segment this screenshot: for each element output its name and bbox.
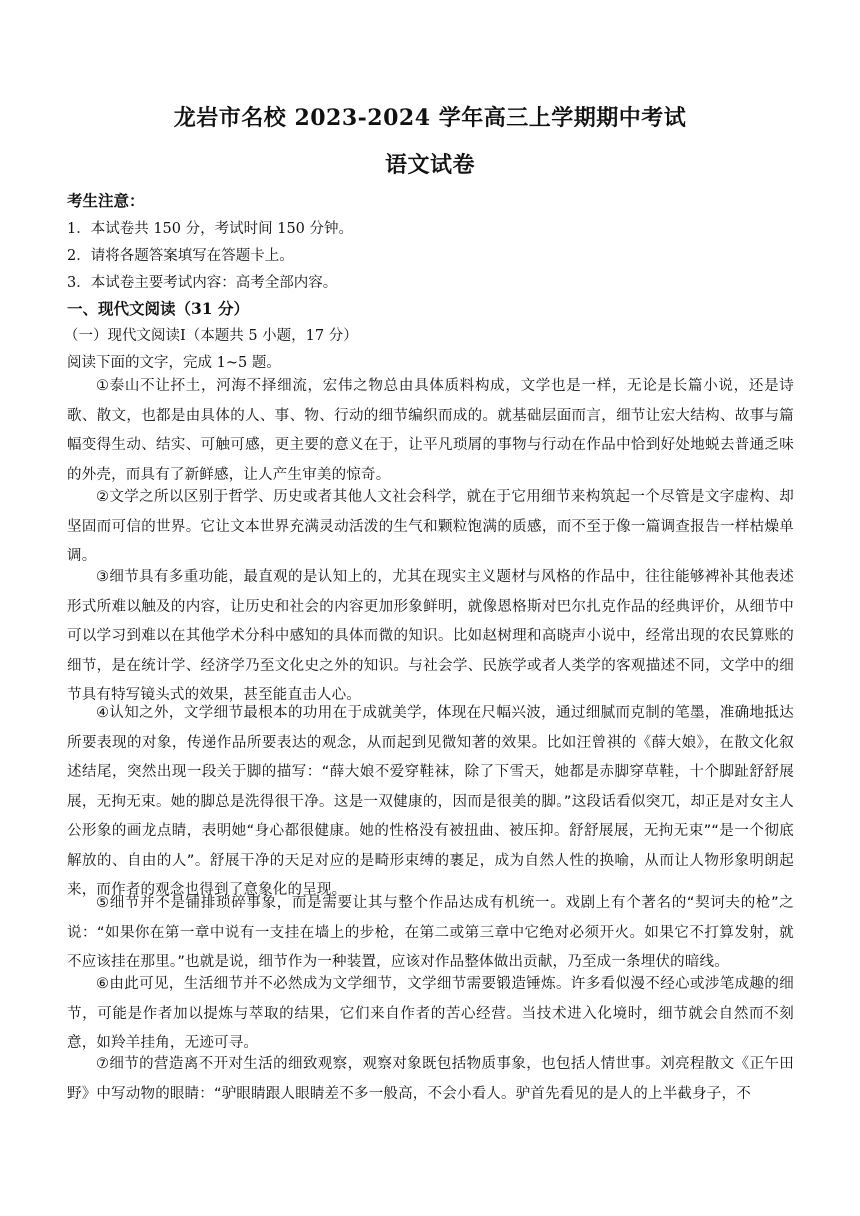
section-subheading: （一）现代文阅读Ⅰ（本题共 5 小题，17 分） (64, 328, 358, 344)
passage-paragraph-6: ⑥由此可见，生活细节并不必然成为文学细节，文学细节需要锻造锤炼。许多看似漫不经心或涉笔成趣的细节，可能是作者加以提炼与萃取的结果，它们来自作者的苦心经营。当技术进入化境时，细节就会自然而不刻意，如羚羊挂角，无迹可寻。 (67, 976, 794, 1051)
reading-instruction: 阅读下面的文字，完成 1~5 题。 (67, 355, 281, 371)
exam-subtitle: 语文试卷 (384, 152, 475, 178)
notice-item: 1．本试卷共 150 分，考试时间 150 分钟。 (67, 221, 354, 237)
passage-paragraph-5: ⑤细节并不是铺排琐碎事象，而是需要让其与整个作品达成有机统一。戏剧上有个著名的“契诃夫的枪”之说：“如果你在第一章中说有一支挂在墙上的步枪，在第二或第三章中它绝对必须开火。如果它不打算发射，就不应该挂在那里。”也就是说，细节作为一种装置，应该对作品整体做出贡献，乃至成一条埋伏的暗线。 (67, 895, 794, 970)
passage-paragraph-7: ⑦细节的营造离不开对生活的细致观察，观察对象既包括物质事象，也包括人情世事。刘亮程散文《正午田野》中写动物的眼睛：“驴眼睛跟人眼睛差不多一般高，不会小看人。驴首先看见的是人的上半截身子，不 (67, 1056, 794, 1102)
passage-paragraph-1: ①泰山不让抔土，河海不择细流，宏伟之物总由具体质料构成，文学也是一样，无论是长篇小说，还是诗歌、散文，也都是由具体的人、事、物、行动的细节编织而成的。就基础层面而言，细节让宏大结构、故事与篇幅变得生动、结实、可触可感，更主要的意义在于，让平凡琐屑的事物与行动在作品中恰到好处地蜕去普通乏味的外壳，而具有了新鲜感，让人产生审美的惊奇。 (67, 378, 794, 483)
passage-paragraph-3: ③细节具有多重功能，最直观的是认知上的，尤其在现实主义题材与风格的作品中，往往能够裨补其他表述形式所难以触及的内容，让历史和社会的内容更加形象鲜明，就像恩格斯对巴尔扎克作品的经典评价，从细节中可以学习到难以在其他学术分科中感知的具体而微的知识。比如赵树理和高晓声小说中，经常出现的农民算账的细节，是在统计学、经济学乃至文化史之外的知识。与社会学、民族学或者人类学的客观描述不同，文学中的细节具有特写镜头式的效果，甚至能直击人心。 (67, 569, 794, 703)
notice-heading: 考生注意： (67, 191, 145, 210)
exam-title: 龙岩市名校 2023-2024 学年高三上学期期中考试 (173, 105, 687, 131)
notice-item: 2．请将各题答案填写在答题卡上。 (67, 248, 294, 264)
notice-item: 3．本试卷主要考试内容：高考全部内容。 (67, 275, 338, 291)
passage-paragraph-4: ④认知之外，文学细节最根本的功用在于成就美学，体现在尺幅兴波，通过细腻而克制的笔墨，准确地抵达所要表现的对象，传递作品所要表达的观念，从而起到见微知著的效果。比如汪曾祺的《薛大娘》，在散文化叙述结尾，突然出现一段关于脚的描写：“薛大娘不爱穿鞋袜，除了下雪天，她都是赤脚穿草鞋，十个脚趾舒舒展展，无拘无束。她的脚总是洗得很干净。这是一双健康的，因而是很美的脚。”这段话看似突兀，却正是对女主人公形象的画龙点睛，表明她“身心都很健康。她的性格没有被扭曲、被压抑。舒舒展展，无拘无束”“是一个彻底解放的、自由的人”。舒展干净的天足对应的是畸形束缚的裹足，成为自然人性的换喻，从而让人物形象明朗起来，而作者的观念也得到了意象化的呈现。 (67, 705, 794, 898)
section-heading: 一、现代文阅读（31 分） (67, 299, 249, 318)
passage-paragraph-2: ②文学之所以区别于哲学、历史或者其他人文社会科学，就在于它用细节来构筑起一个尽管是文字虚构、却坚固而可信的世界。它让文本世界充满灵动活泼的生气和颗粒饱满的质感，而不至于像一篇调查报告一样枯燥单调。 (67, 489, 794, 564)
